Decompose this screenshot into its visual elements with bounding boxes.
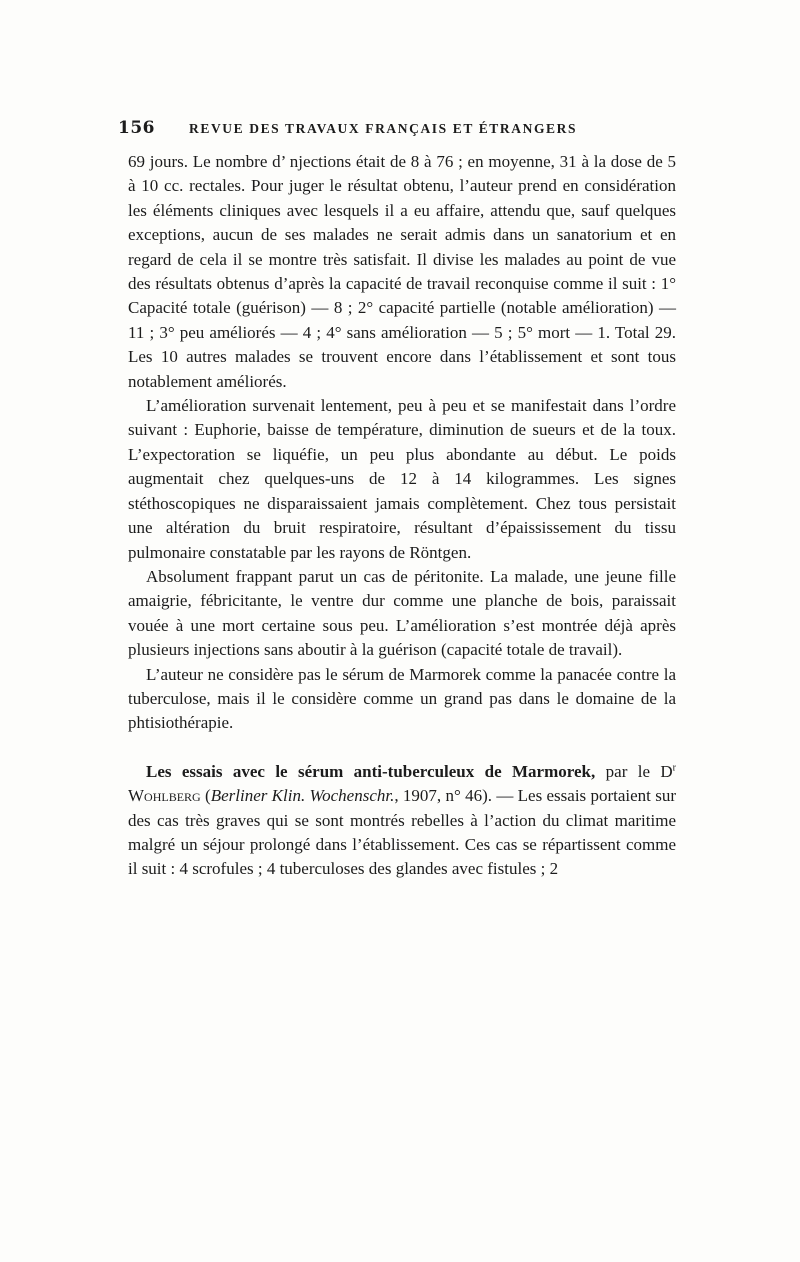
review-title: Les essais avec le sérum anti-tuberculeux de Marmorek, (146, 761, 596, 781)
body-text (128, 150, 676, 882)
paragraph-conclusion: L’auteur ne considère pas le sérum de Marmorek comme la panacée contre la tuberculose, mais il le considère comme un grand pas dans le domaine de la phtisiothérapie. (128, 664, 676, 733)
paragraph-continuation: 69 jours. Le nombre d’ njections était de 8 à 76 ; en moyenne, 31 à la dose de 5 à 10 cc. rectales. Pour juger le résultat obtenu, l’auteur prend en considération les éléments cliniques avec lesquels il a eu affaire, attendu que, sauf quelques exceptions, aucun de ses malades ne serait admis dans un sanatorium et en regard de cela il se montre très satisfait. Il divise les malades au point de vue des résultats obtenus d’après la capacité de travail reconquise comme il suit : 1° Capacité totale (guérison) — 8 ; 2° capacité partielle (notable amélioration) — 11 ; 3° peu améliorés — 4 ; 4° sans amélioration — 5 ; 5° mort — 1. Total 29. Les 10 autres malades se trouvent encore dans l’établissement et sont tous notablement améliorés. (128, 152, 676, 391)
paragraph-improvement: L’amélioration survenait lentement, peu à peu et se manifestait dans l’ordre suivant : Euphorie, baisse de température, diminution de sueurs et de la toux. L’expectoration se liquéfie, un peu plus abondante au début. Le poids augmentait chez quelques-uns de 12 à 14 kilogrammes. Les signes stéthoscopiques ne disparaissaient jamais complètement. Chez tous persistait une altération du bruit respiratoire, résultant d’épaississement du tissu pulmonaire constatable par les rayons de Röntgen. (128, 396, 676, 562)
paragraph-peritonitis-case: Absolument frappant parut un cas de péritonite. La malade, une jeune fille amaigrie, fébricitante, le ventre dur comme une planche de bois, paraissait vouée à une mort certaine sous peu. L’amélioration s’est montrée déjà après plusieurs injections sans aboutir à la guérison (capacité totale de travail). (128, 566, 676, 660)
review-dr-sup: r (672, 762, 676, 774)
review-journal: Berliner Klin. Wochenschr. (210, 786, 395, 806)
review-author: Wohlberg (128, 786, 201, 806)
review-citation-open: ( (200, 786, 211, 806)
review-entry (128, 760, 676, 882)
page-number: 156 (118, 118, 155, 138)
running-title: REVUE DES TRAVAUX FRANÇAIS ET ÉTRANGERS (189, 121, 578, 136)
review-by: par le (595, 761, 661, 781)
review-dr: D (660, 761, 673, 781)
running-head (118, 118, 678, 140)
review-citation-rest: , 1907, n° 46). — Les essais portaient sur des cas très graves qui se sont montrés rebelles à l’action du climat maritime malgré un séjour prolongé dans l’établissement. Ces cas se répartissent comme il suit : 4 scrofules ; 4 tuberculoses des glandes avec fistules ; 2 (128, 786, 676, 879)
